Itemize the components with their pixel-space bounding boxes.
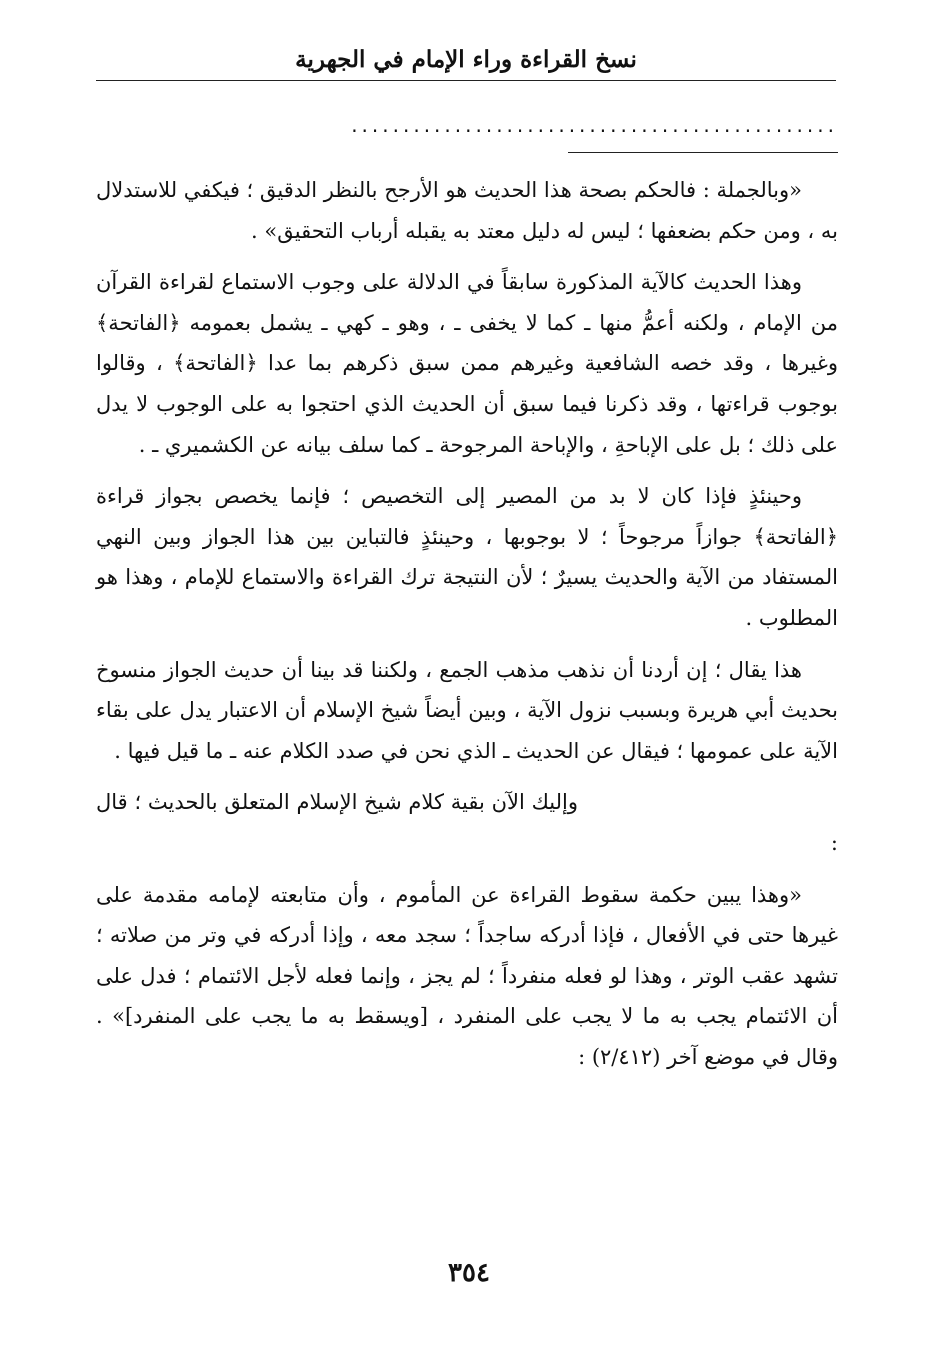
header-rule (96, 80, 836, 81)
paragraph-4: هذا يقال ؛ إن أردنا أن نذهب مذهب الجمع ، ولكننا قد بينا أن حديث الجواز منسوخ بحديث أبي هريرة وبسبب نزول الآية ، وبين أيضاً شيخ الإسلام أن الاعتبار يدل على بقاء الآية على عمومها ؛ فيقال عن الحديث ـ الذي نحن في صدد الكلام عنه ـ ما قيل فيها . (96, 657, 838, 763)
paragraph-3: وحينئذٍ فإذا كان لا بد من المصير إلى التخصيص ؛ فإنما يخصص بجواز قراءة ﴿الفاتحة﴾ جوازاً مرجوحاً ؛ لا بوجوبها ، وحينئذٍ فالتباين بين هذا الجواز وبين النهي المستفاد من الآية والحديث يسيرٌ ؛ لأن النتيجة ترك القراءة والاستماع للإمام ، وهذا هو المطلوب . (96, 484, 838, 630)
paragraph-2: وهذا الحديث كالآية المذكورة سابقاً في الدلالة على وجوب الاستماع لقراءة القرآن من الإمام ، ولكنه أعمُّ منها ـ كما لا يخفى ـ ، وهو ـ كهي ـ يشمل بعمومه ﴿الفاتحة﴾ وغيرها ، وقد خصه الشافعية وغيرهم ممن سبق ذكرهم بما عدا ﴿الفاتحة﴾ ، وقالوا بوجوب قراءتها ، وقد ذكرنا فيما سبق أن الحديث الذي احتجوا به على الوجوب لا يدل على ذلك ؛ بل على الإباحةِ ، والإباحة المرجوحة ـ كما سلف بيانه عن الكشميري ـ . (96, 270, 838, 457)
paragraph-1: «وبالجملة : فالحكم بصحة هذا الحديث هو الأرجح بالنظر الدقيق ؛ فيكفي للاستدلال به ، ومن حكم بضعفها ؛ ليس له دليل معتد به يقبله أرباب التحقيق» . (95, 178, 838, 243)
paragraph-6: «وهذا يبين حكمة سقوط القراءة عن المأموم ، وأن متابعته لإمامه مقدمة على غيرها حتى في الأفعال ، فإذا أدركه ساجداً ؛ سجد معه ، وإذا أدركه في وتر من صلاته ؛ تشهد عقب الوتر ، وهذا لو فعله منفرداً ؛ لم يجز ، وإنما فعله لأجل الائتمام ؛ فدل على أن الائتمام يجب به ما لا يجب على المنفرد ، [ويسقط به ما يجب على المنفرد]» . وقال في موضع آخر (٢/٤١٢) : (96, 882, 838, 1069)
footnote-rule (568, 152, 838, 153)
footnote-continuation-dots: ............................................... (351, 113, 838, 137)
paragraph-5: وإليك الآن بقية كلام شيخ الإسلام المتعلق بالحديث ؛ قال : (96, 790, 838, 855)
running-head-title: نسخ القراءة وراء الإمام في الجهرية (295, 46, 637, 73)
page-number: ٣٥٤ (448, 1258, 490, 1288)
body-text (96, 170, 838, 1088)
